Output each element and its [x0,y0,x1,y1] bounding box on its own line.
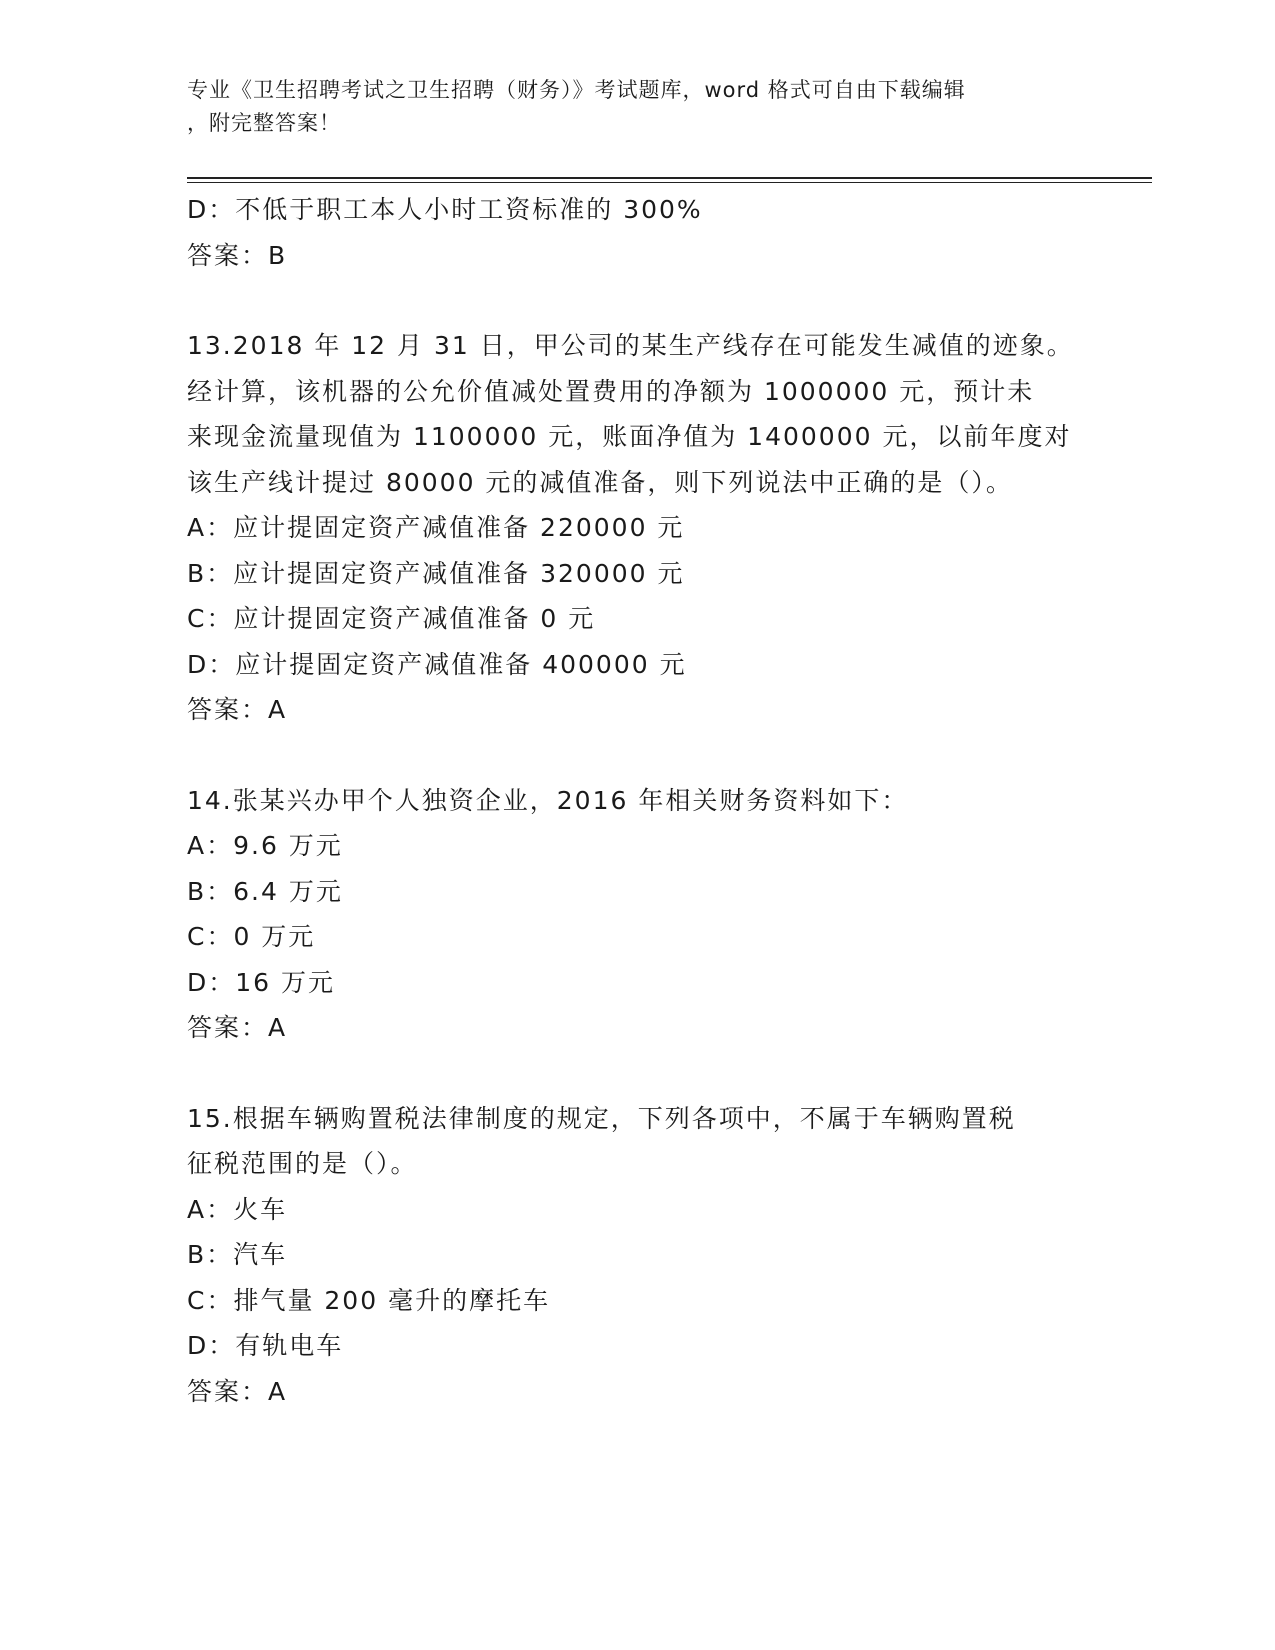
option-a: A：应计提固定资产减值准备 220000 元 [187,513,685,542]
answer: 答案：A [187,1376,288,1406]
question-text-line: 15.根据车辆购置税法律制度的规定，下列各项中，不属于车辆购置税 [187,1103,1016,1133]
question-15 [187,1096,1067,1415]
question-text-line: 13.2018 年 12 月 31 日，甲公司的某生产线存在可能发生减值的迹象。 [187,331,1074,360]
option-c: C：0 万元 [187,922,316,951]
option-a: A：9.6 万元 [187,831,343,860]
option-d: D：16 万元 [187,967,336,997]
question-text-line: 来现金流量现值为 1100000 元，账面净值为 1400000 元，以前年度对 [187,422,1072,451]
question-13 [187,323,1074,733]
header-rule-thick [187,177,1152,179]
option-a: A：火车 [187,1194,288,1224]
option-d: D：有轨电车 [187,1331,344,1360]
question-text-line: 14.张某兴办甲个人独资企业，2016 年相关财务资料如下： [187,785,909,815]
question-text-line: 征税范围的是（）。 [187,1149,418,1178]
question-text-line: 该生产线计提过 80000 元的减值准备，则下列说法中正确的是（）。 [187,467,1013,497]
header-line-2: ，附完整答案！ [187,111,341,135]
header-rule-thin [187,182,1152,183]
document-header [187,74,1067,140]
question-text-line: 经计算，该机器的公允价值减处置费用的净额为 1000000 元，预计未 [187,376,1035,406]
option-c: C：排气量 200 毫升的摩托车 [187,1285,551,1315]
header-line-1: 专业《卫生招聘考试之卫生招聘（财务）》考试题库，word 格式可自由下载编辑 [187,78,966,102]
question-14 [187,778,1067,1051]
option-b: B：6.4 万元 [187,876,343,906]
option-c: C：应计提固定资产减值准备 0 元 [187,604,596,633]
answer: 答案：A [187,695,288,724]
question-list [187,187,1074,1414]
option-b: B：应计提固定资产减值准备 320000 元 [187,558,685,588]
prev-answer: 答案：B [187,240,288,270]
answer: 答案：A [187,1013,288,1042]
option-d: D：应计提固定资产减值准备 400000 元 [187,649,687,679]
prev-option-d: D：不低于职工本人小时工资标准的 300% [187,195,703,224]
option-b: B：汽车 [187,1240,288,1269]
